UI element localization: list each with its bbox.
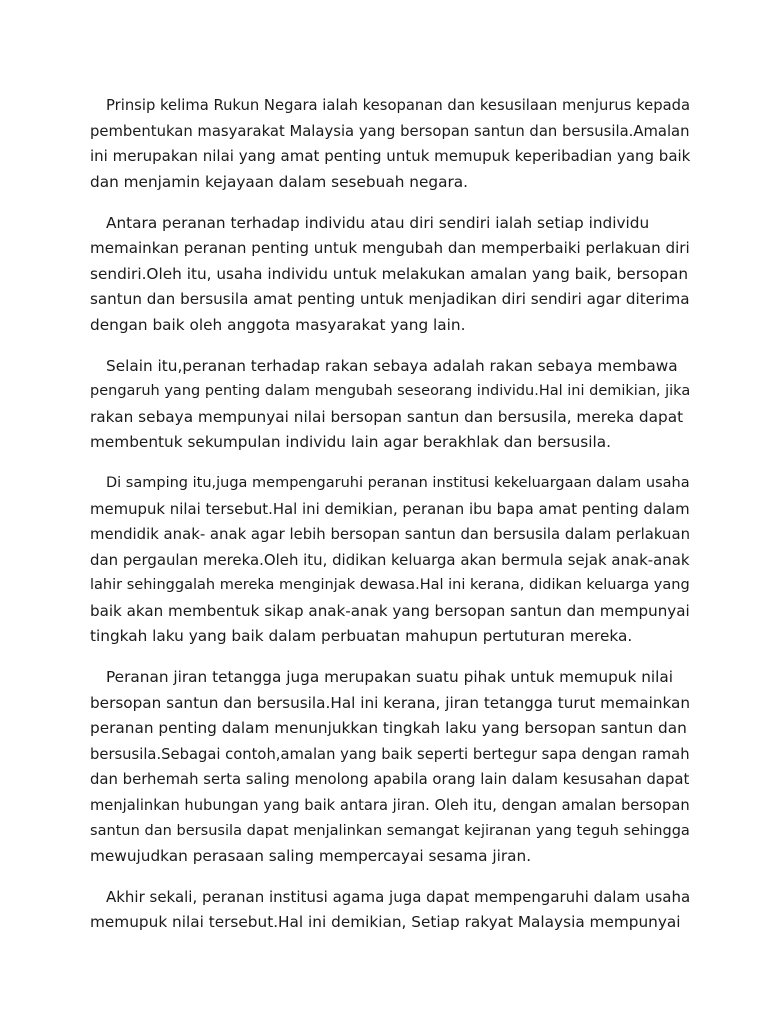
text-line: baik akan membentuk sikap anak-anak yang bersopan santun dan mempunyai bbox=[90, 601, 690, 620]
text-line: ini merupakan nilai yang amat penting untuk memupuk keperibadian yang baik bbox=[90, 147, 691, 165]
text-line: dan pergaulan mereka.Oleh itu, didikan keluarga akan bermula sejak anak-anak bbox=[90, 550, 690, 569]
paragraph-1 bbox=[90, 93, 690, 195]
text-line: peranan penting dalam menunjukkan tingkah laku yang bersopan santun dan bbox=[90, 719, 687, 737]
text-line: santun dan bersusila amat penting untuk menjadikan diri sendiri agar diterima bbox=[90, 290, 690, 308]
text-line: bersusila.Sebagai contoh,amalan yang baik seperti bertegur sapa dengan ramah bbox=[90, 745, 690, 763]
text-line: tingkah laku yang baik dalam perbuatan mahupun pertuturan mereka. bbox=[90, 627, 633, 645]
text-line: dengan baik oleh anggota masyarakat yang lain. bbox=[90, 315, 466, 334]
text-line: sendiri.Oleh itu, usaha individu untuk melakukan amalan yang baik, bersopan bbox=[90, 264, 689, 283]
text-line: dan menjamin kejayaan dalam sesebuah negara. bbox=[90, 172, 468, 191]
text-line: Antara peranan terhadap individu atau diri sendiri ialah setiap individu bbox=[106, 213, 650, 232]
text-line: rakan sebaya mempunyai nilai bersopan santun dan bersusila, mereka dapat bbox=[90, 407, 684, 426]
text-line: Prinsip kelima Rukun Negara ialah kesopanan dan kesusilaan menjurus kepada bbox=[106, 97, 691, 114]
paragraph-2 bbox=[90, 211, 690, 339]
text-line: pengaruh yang penting dalam mengubah seseorang individu.Hal ini demikian, jika bbox=[90, 383, 691, 399]
text-line: pembentukan masyarakat Malaysia yang bersopan santun dan bersusila.Amalan bbox=[90, 122, 690, 140]
text-line: memainkan peranan penting untuk mengubah dan memperbaiki perlakuan diri bbox=[90, 239, 690, 257]
text-line: Selain itu,peranan terhadap rakan sebaya adalah rakan sebaya membawa bbox=[106, 356, 678, 375]
paragraph-3 bbox=[90, 354, 690, 456]
document-body bbox=[90, 93, 690, 951]
text-line: lahir sehinggalah mereka menginjak dewasa.Hal ini kerana, didikan keluarga yang bbox=[90, 577, 690, 593]
text-line: bersopan santun dan bersusila.Hal ini kerana, jiran tetangga turut memainkan bbox=[90, 693, 691, 712]
text-line: Di samping itu,juga mempengaruhi peranan institusi kekeluargaan dalam usaha bbox=[106, 475, 690, 491]
text-line: memupuk nilai tersebut.Hal ini demikian, peranan ibu bapa amat penting dalam bbox=[90, 499, 690, 518]
text-line: dan berhemah serta saling menolong apabila orang lain dalam kesusahan dapat bbox=[90, 770, 690, 788]
text-line: santun dan bersusila dapat menjalinkan semangat kejiranan yang teguh sehingga bbox=[90, 822, 690, 839]
text-line: mendidik anak- anak agar lebih bersopan santun dan bersusila dalam perlakuan bbox=[90, 525, 691, 543]
text-line: Akhir sekali, peranan institusi agama juga dapat mempengaruhi dalam usaha bbox=[106, 887, 691, 906]
paragraph-5 bbox=[90, 665, 690, 869]
paragraph-4 bbox=[90, 471, 690, 650]
text-line: Peranan jiran tetangga juga merupakan suatu pihak untuk memupuk nilai bbox=[106, 668, 674, 686]
text-line: memupuk nilai tersebut.Hal ini demikian, Setiap rakyat Malaysia mempunyai bbox=[90, 913, 681, 931]
text-line: mewujudkan perasaan saling mempercayai sesama jiran. bbox=[90, 846, 532, 865]
paragraph-6 bbox=[90, 885, 690, 936]
text-line: menjalinkan hubungan yang baik antara jiran. Oleh itu, dengan amalan bersopan bbox=[90, 796, 690, 814]
text-line: membentuk sekumpulan individu lain agar berakhlak dan bersusila. bbox=[90, 433, 612, 451]
